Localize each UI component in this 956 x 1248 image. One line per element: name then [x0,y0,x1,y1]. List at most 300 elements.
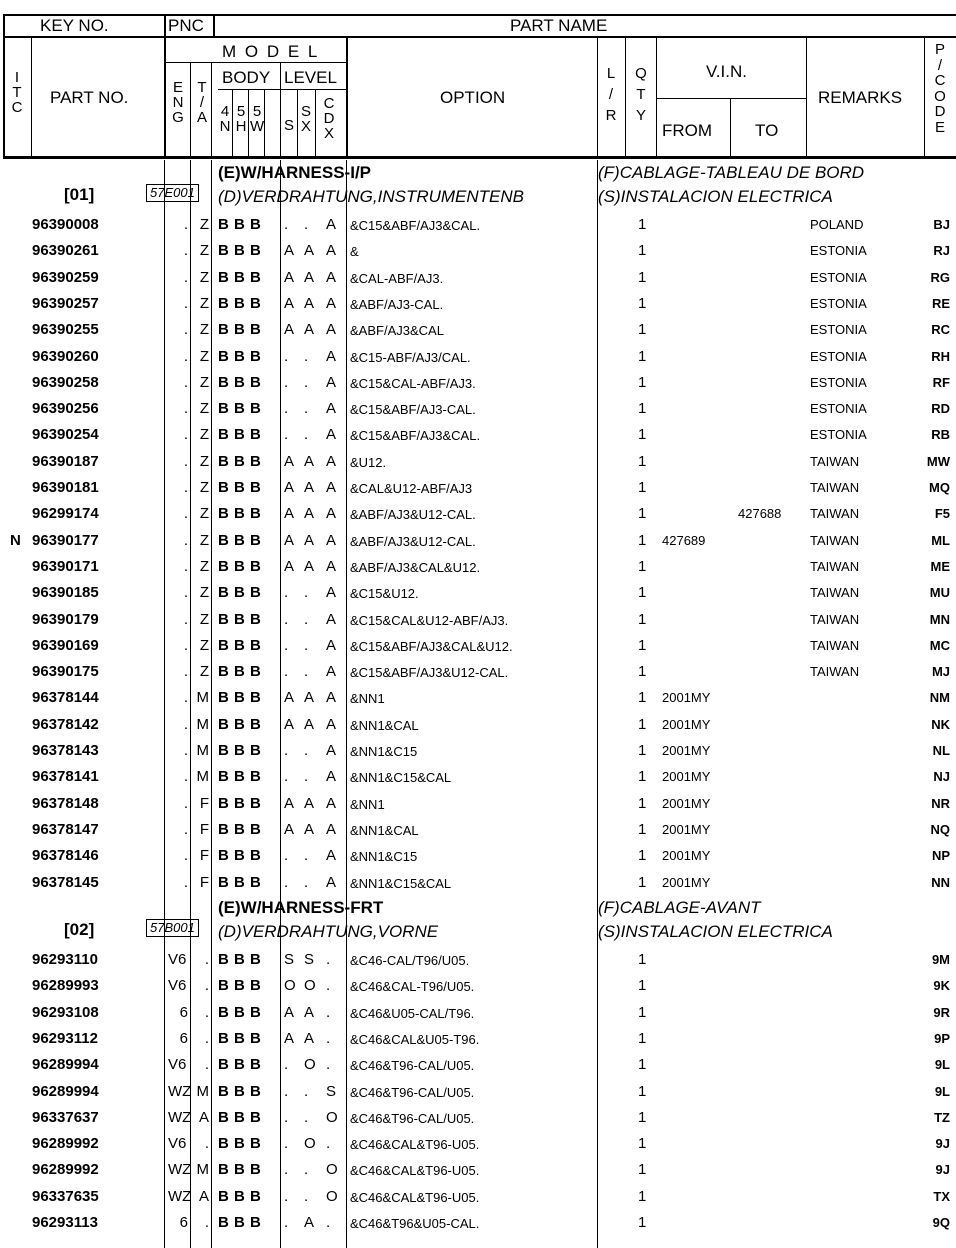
row-option: &C46&CAL&T96-U05. [350,1137,480,1153]
row-body-4n: B [218,1056,229,1074]
row-body-5w: B [250,216,261,233]
row-level-s: A [284,242,295,260]
row-qty: 1 [638,347,647,365]
row-body-5w: B [250,531,261,549]
row-body-4n: B [218,400,229,418]
row-level-s: . [284,1082,289,1100]
row-level-s: . [284,400,289,418]
row-vin-from: 427689 [662,532,706,548]
row-eng: . [183,742,188,759]
row-level-s: . [284,1056,289,1074]
row-level-sx: . [304,610,309,628]
row-eng: . [183,768,188,786]
row-qty: 1 [638,977,647,995]
row-part-no: 96390255 [32,321,99,339]
row-level-sx: O [304,1056,316,1074]
row-option: &C46&T96&U05-CAL. [350,1216,480,1231]
row-part-no: 96293108 [32,1003,99,1021]
row-body-4n: B [218,951,229,968]
row-level-s: . [284,663,289,681]
row-remarks: TAIWAN [810,558,860,574]
row-part-no: 96378141 [32,768,99,786]
row-body-5w: B [250,1108,261,1126]
row-body-4n: B [218,347,229,365]
row-body-5h: B [234,663,245,681]
row-level-sx: A [304,321,315,339]
section-pnc-box: 57E001 [146,184,199,202]
row-pcode: NL [932,743,950,758]
row-body-5h: B [234,1082,245,1100]
section-key-no: [02] [64,920,95,939]
row-vin-from: 2001MY [662,874,711,890]
row-pcode: RG [930,269,950,285]
row-body-5w: B [250,400,261,418]
row-body-5h: B [234,951,245,968]
row-vin-from: 2001MY [662,716,711,732]
row-remarks: ESTONIA [810,295,867,311]
row-body-5h: B [234,216,245,233]
row-body-4n: B [218,715,229,733]
row-qty: 1 [638,531,647,549]
row-ta: . [204,977,209,995]
row-pcode: F5 [934,506,950,522]
vin-from-header: FROM [662,121,713,140]
row-level-cdx: A [326,794,337,812]
part-no-header: PART NO. [50,88,129,107]
row-level-s: . [284,216,289,233]
row-level-s: A [284,479,295,496]
row-qty: 1 [638,1214,647,1231]
row-body-5h: B [234,400,245,418]
row-level-s: A [284,268,295,286]
row-level-sx: . [304,742,309,759]
row-level-s: A [284,1029,295,1047]
row-pcode: MN [929,611,950,627]
row-level-sx: A [304,1003,315,1021]
row-part-no: 96378146 [32,847,99,865]
row-body-5w: B [250,1135,261,1153]
row-qty: 1 [638,1161,647,1179]
row-level-cdx: . [326,977,331,995]
row-body-4n: B [218,1214,229,1231]
row-eng: . [183,321,188,339]
row-body-5w: B [250,321,261,339]
row-ta: . [204,1056,209,1074]
row-qty: 1 [638,505,647,523]
row-ta: M [196,1161,209,1179]
row-eng: V6 [168,1135,187,1153]
row-part-no: 96378145 [32,873,99,891]
row-level-sx: . [304,400,309,418]
row-level-cdx: A [326,452,337,470]
level-cdx-header: C D X [323,95,335,142]
row-body-4n: B [218,1108,229,1126]
row-eng: . [183,820,188,838]
row-eng: WZ [168,1082,192,1100]
row-qty: 1 [638,268,647,286]
row-body-4n: B [218,321,229,339]
row-ta: Z [199,663,209,681]
row-level-sx: . [304,1082,309,1100]
row-body-4n: B [218,820,229,838]
row-body-5w: B [250,951,261,968]
row-body-5h: B [234,584,245,602]
row-level-cdx: . [326,1135,331,1153]
row-ta: . [204,1214,209,1231]
row-qty: 1 [638,610,647,628]
row-part-no: 96390254 [32,426,99,444]
itc-header: I T C [11,69,23,116]
row-level-cdx: . [326,1056,331,1074]
row-body-4n: B [218,794,229,812]
row-ta: F [199,820,209,838]
row-level-sx: . [304,663,309,681]
row-option: & [350,244,359,260]
row-level-cdx: A [326,216,337,233]
section-key-no: [01] [64,185,95,204]
row-body-4n: B [218,663,229,681]
row-part-no: 96337635 [32,1187,99,1205]
row-qty: 1 [638,689,647,707]
row-pcode: TZ [934,1109,950,1125]
row-body-5w: B [250,242,261,260]
row-remarks: ESTONIA [810,348,867,364]
row-part-no: 96378148 [32,794,99,812]
row-part-no: 96289994 [32,1056,99,1074]
row-option: &C46&T96-CAL/U05. [350,1084,475,1100]
row-pcode: 9Q [932,1215,950,1230]
row-option: &C46&U05-CAL/T96. [350,1005,475,1021]
row-ta: M [196,689,209,707]
row-ta: Z [199,426,209,444]
section-name-de: (D)VERDRAHTUNG,INSTRUMENTENB [218,187,524,206]
row-remarks: TAIWAN [810,480,860,495]
row-part-no: 96390258 [32,373,99,391]
row-body-5w: B [250,1003,261,1021]
pnc-header: PNC [168,16,204,35]
row-pcode: MU [929,585,950,601]
row-qty: 1 [638,1187,647,1205]
row-ta: . [204,1135,209,1153]
row-body-5h: B [234,452,245,470]
row-option: &CAL&U12-ABF/AJ3 [350,481,473,496]
row-eng: WZ [168,1187,192,1205]
row-qty: 1 [638,951,647,968]
row-qty: 1 [638,584,647,602]
row-body-5w: B [250,426,261,444]
row-level-s: . [284,1108,289,1126]
model-header: M O D E L [222,42,320,61]
row-body-4n: B [218,610,229,628]
section-name-de: (D)VERDRAHTUNG,VORNE [218,922,439,941]
row-part-no: 96378142 [32,715,99,733]
row-body-5h: B [234,768,245,786]
row-vin-from: 2001MY [662,795,711,811]
row-part-no: 96289992 [32,1161,99,1179]
row-level-cdx: O [326,1187,338,1205]
row-part-no: 96289993 [32,977,99,995]
row-part-no: 96390008 [32,216,99,233]
row-level-s: . [284,373,289,391]
row-eng: . [183,347,188,365]
row-level-sx: . [304,584,309,602]
row-pcode: 9K [933,978,950,994]
row-level-s: . [284,847,289,865]
row-body-5w: B [250,636,261,654]
row-level-sx: A [304,268,315,286]
row-pcode: ME [930,558,950,574]
body-5w-header: 5 W [250,103,265,135]
row-body-5w: B [250,715,261,733]
row-level-cdx: A [326,610,337,628]
row-eng: . [183,294,188,312]
row-body-4n: B [218,294,229,312]
row-body-4n: B [218,373,229,391]
row-ta: M [196,1082,209,1100]
row-body-5h: B [234,505,245,523]
row-eng: . [183,610,188,628]
row-body-5h: B [234,1108,245,1126]
row-ta: M [196,742,209,759]
row-qty: 1 [638,1029,647,1047]
row-option: &ABF/AJ3&U12-CAL. [350,533,476,549]
row-level-cdx: A [326,768,337,786]
row-vin-from: 2001MY [662,769,711,785]
row-part-no: 96390179 [32,610,99,628]
row-part-no: 96390259 [32,268,99,286]
col-divider-option [597,160,598,1248]
row-pcode: MC [929,637,950,653]
row-qty: 1 [638,742,647,759]
row-level-s: A [284,715,295,733]
row-qty: 1 [638,847,647,865]
row-eng: . [183,373,188,391]
row-level-cdx: A [326,400,337,418]
row-body-4n: B [218,1135,229,1153]
row-pcode: NM [929,690,950,706]
row-body-4n: B [218,1161,229,1179]
row-pcode: NP [931,848,950,864]
row-pcode: RH [931,348,950,364]
lr-header: L / R [605,65,617,124]
row-body-5h: B [234,1214,245,1231]
row-eng: . [183,268,188,286]
row-ta: Z [199,505,209,523]
row-body-5w: B [250,689,261,707]
row-body-4n: B [218,242,229,260]
row-eng: . [183,636,188,654]
row-remarks: ESTONIA [810,374,867,390]
header-top-rule [3,14,956,16]
row-level-sx: A [304,505,315,523]
row-level-cdx: A [326,742,337,759]
row-qty: 1 [638,400,647,418]
row-eng: . [183,689,188,707]
row-ta: Z [199,242,209,260]
vin-to-header: TO [755,121,779,140]
row-level-sx: A [304,820,315,838]
row-eng: . [183,216,188,233]
row-body-5h: B [234,426,245,444]
row-part-no: 96390177 [32,531,99,549]
row-level-cdx: A [326,294,337,312]
row-level-cdx: A [326,373,337,391]
row-part-no: 96337637 [32,1108,99,1126]
row-level-cdx: A [326,636,337,654]
row-option: &C15&ABF/AJ3&CAL. [350,218,481,233]
row-body-5w: B [250,373,261,391]
row-body-5h: B [234,347,245,365]
row-eng: . [183,452,188,470]
row-option: &NN1&C15 [350,849,418,865]
row-body-4n: B [218,1029,229,1047]
row-eng: . [183,505,188,523]
row-part-no: 96378143 [32,742,99,759]
row-level-sx: A [304,1029,315,1047]
row-level-cdx: A [326,505,337,523]
row-qty: 1 [638,479,647,496]
row-qty: 1 [638,794,647,812]
row-level-sx: . [304,1187,309,1205]
level-sx-header: S X [300,103,311,135]
col-divider-ta [211,160,212,1248]
row-option: &ABF/AJ3&CAL [350,323,444,339]
row-body-5h: B [234,1056,245,1074]
row-ta: Z [199,268,209,286]
row-ta: Z [199,584,209,602]
row-remarks: TAIWAN [810,453,860,469]
row-body-4n: B [218,505,229,523]
row-body-5w: B [250,294,261,312]
vin-header: V.I.N. [706,62,747,81]
qty-header: Q T Y [635,65,647,124]
row-eng: 6 [179,1003,188,1021]
row-qty: 1 [638,321,647,339]
row-level-cdx: . [326,1214,331,1231]
header-row-rule [3,36,956,38]
row-level-sx: A [304,294,315,312]
row-eng: . [183,873,188,891]
row-pcode: NJ [933,769,950,785]
row-option: &C46&CAL&T96-U05. [350,1163,480,1179]
row-remarks: ESTONIA [810,243,867,259]
row-pcode: 9L [934,1083,950,1099]
row-remarks: TAIWAN [810,664,860,680]
row-level-cdx: A [326,347,337,365]
row-level-sx: . [304,1161,309,1179]
row-eng: . [183,663,188,681]
row-option: &C46&CAL&T96-U05. [350,1189,480,1205]
row-level-s: O [284,977,296,995]
row-body-5w: B [250,1029,261,1047]
row-level-cdx: A [326,242,337,260]
row-ta: Z [199,452,209,470]
row-option: &NN1 [350,796,385,812]
row-remarks: POLAND [810,217,864,232]
row-option: &NN1&C15&CAL [350,770,452,786]
row-body-4n: B [218,768,229,786]
row-remarks: ESTONIA [810,401,867,417]
body-level-rule [218,89,346,90]
row-body-5h: B [234,294,245,312]
row-qty: 1 [638,557,647,575]
row-ta: . [204,951,209,968]
row-ta: F [199,847,209,865]
row-option: &C46&T96-CAL/U05. [350,1110,475,1126]
row-body-5h: B [234,557,245,575]
row-vin-from: 2001MY [662,690,711,706]
row-pcode: 9L [934,1057,950,1073]
row-option: &C15&CAL&U12-ABF/AJ3. [350,612,509,628]
row-pcode: RB [931,427,950,443]
row-qty: 1 [638,820,647,838]
row-level-s: A [284,321,295,339]
body-5h-header: 5 H [235,103,247,135]
section-name-en: (E)W/HARNESS-I/P [218,163,371,182]
row-body-5w: B [250,768,261,786]
row-level-cdx: A [326,584,337,602]
row-level-s: A [284,1003,295,1021]
row-level-sx: A [304,242,315,260]
row-pcode: TX [933,1188,950,1204]
row-body-5w: B [250,505,261,523]
level-s-header: S [283,117,294,134]
row-eng: 6 [179,1214,188,1231]
row-ta: . [204,1029,209,1047]
row-option: &C15&U12. [350,586,419,602]
row-level-s: A [284,794,295,812]
row-level-sx: . [304,426,309,444]
row-qty: 1 [638,873,647,891]
row-qty: 1 [638,768,647,786]
row-body-5w: B [250,584,261,602]
row-ta: Z [199,557,209,575]
row-vin-to: 427688 [738,506,782,522]
section-name-en: (E)W/HARNESS-FRT [218,898,384,917]
row-level-s: . [284,742,289,759]
row-level-cdx: A [326,426,337,444]
section-name-fr: (F)CABLAGE-TABLEAU DE BORD [598,163,865,182]
table-header [0,0,956,160]
row-body-5w: B [250,1056,261,1074]
row-level-cdx: A [326,268,337,286]
row-pcode: 9P [934,1030,950,1046]
row-body-5w: B [250,479,261,496]
row-body-4n: B [218,479,229,496]
row-body-5w: B [250,557,261,575]
body-4n-header: 4 N [219,103,231,135]
row-level-cdx: O [326,1161,338,1179]
row-level-sx: S [304,951,315,968]
col-divider-pnc [164,160,165,1248]
row-pcode: MW [926,453,950,469]
row-level-sx: A [304,1214,315,1231]
row-level-s: . [284,1214,289,1231]
section-name-es: (S)INSTALACION ELECTRICA [598,187,833,206]
row-body-4n: B [218,531,229,549]
row-pcode: MQ [929,480,950,495]
row-ta: M [196,768,209,786]
row-level-s: A [284,505,295,523]
row-level-s: A [284,820,295,838]
row-body-5h: B [234,977,245,995]
row-option: &C15&ABF/AJ3&CAL. [350,428,481,444]
row-remarks: ESTONIA [810,322,867,338]
section-name-es: (S)INSTALACION ELECTRICA [598,922,833,941]
row-ta: Z [199,216,209,233]
row-eng: . [183,531,188,549]
row-level-cdx: . [326,951,331,968]
